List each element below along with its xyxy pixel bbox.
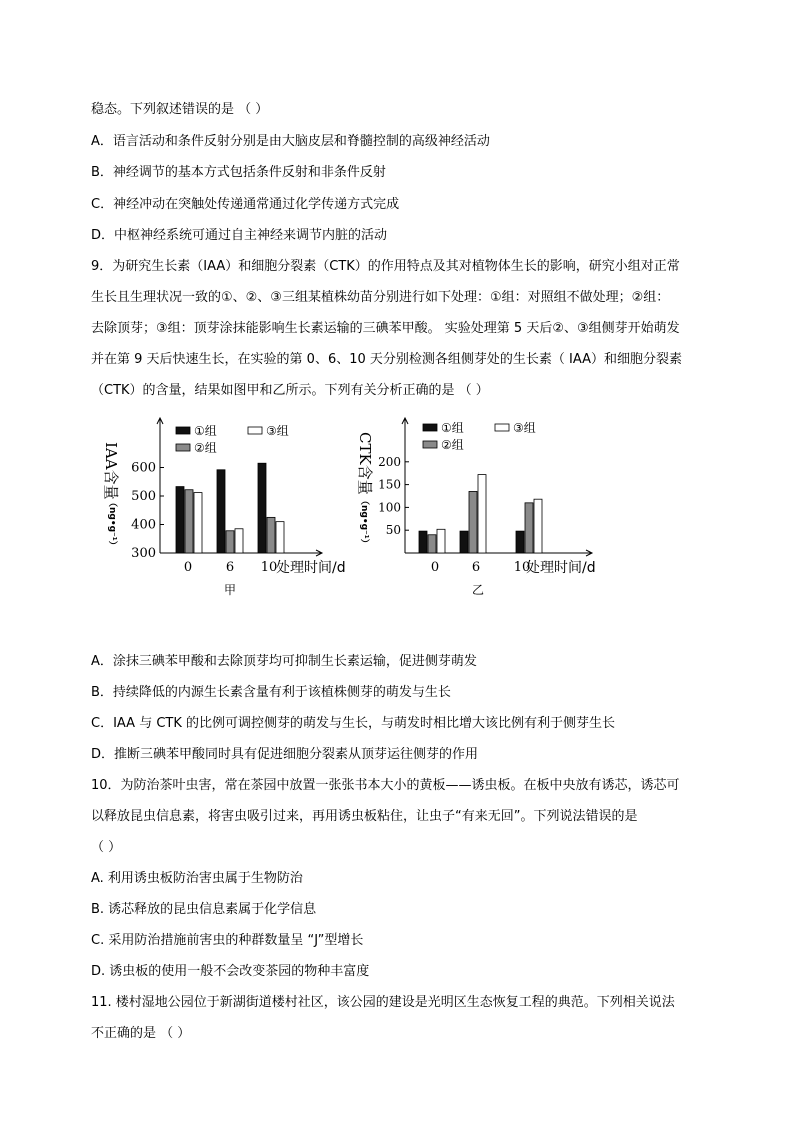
q9-option-c: C．IAA 与 CTK 的比例可调控侧芽的萌发与生长，与萌发时相比增大该比例有利于侧芽生长 <box>91 716 615 731</box>
q11-stem-1: 11. 楼村湿地公园位于新湖街道楼村社区，该公园的建设是光明区生态恢复工程的典范。下列相关说法 <box>91 995 675 1010</box>
bar <box>235 529 243 553</box>
q9-stem-1: 9．为研究生长素（IAA）和细胞分裂素（CTK）的作用特点及其对植物体生长的影响，研究小组对正常 <box>91 259 680 274</box>
q10-option-a: A. 利用诱虫板防治害虫属于生物防治 <box>91 871 303 886</box>
bar <box>217 470 225 553</box>
x-tick-label: 0 <box>183 560 193 575</box>
bar <box>469 491 477 553</box>
chart-caption: 甲 <box>223 583 237 597</box>
option-d: D．中枢神经系统可通过自主神经来调节内脏的活动 <box>91 228 388 243</box>
q10-stem-2: 以释放昆虫信息素，将害虫吸引过来，再用诱虫板粘住，让虫子“有来无回”。下列说法错误的是 <box>91 809 638 824</box>
y-tick-label: 100 <box>378 500 401 515</box>
y-tick-label: 150 <box>378 477 401 492</box>
q11-stem-2: 不正确的是 （ ） <box>91 1026 191 1041</box>
q10-stem-3: （ ） <box>91 840 122 855</box>
y-axis-unit: （ng•g⁻¹） <box>359 496 369 548</box>
option-a: A．语言活动和条件反射分别是由大脑皮层和脊髓控制的高级神经活动 <box>91 134 490 149</box>
q9-option-a: A．涂抹三碘苯甲酸和去除顶芽均可抑制生长素运输，促进侧芽萌发 <box>91 654 477 669</box>
y-axis-label: IAA含量 <box>102 442 120 500</box>
q9-stem-4: 并在第 9 天后快速生长，在实验的第 0、6、10 天分别检测各组侧芽处的生长素（ IAA）和细胞分裂素 <box>91 352 682 367</box>
x-tick-label: 0 <box>430 560 440 575</box>
q9-stem-3: 去除顶芽；③组：顶芽涂抹能影响生长素运输的三碘苯甲酸。 实验处理第 5 天后②、③组侧芽开始萌发 <box>91 321 680 336</box>
bar <box>419 531 427 553</box>
legend-label: ②组 <box>194 441 217 455</box>
y-tick-label: 300 <box>131 546 156 561</box>
bar <box>428 535 436 553</box>
legend-swatch <box>176 427 190 434</box>
x-tick-label: 6 <box>471 560 481 575</box>
bar <box>185 490 193 553</box>
bar <box>516 531 524 553</box>
option-c: C．神经冲动在突触处传递通常通过化学传递方式完成 <box>91 197 400 212</box>
y-tick-label: 200 <box>378 454 401 469</box>
option-b: B．神经调节的基本方式包括条件反射和非条件反射 <box>91 165 386 180</box>
bar <box>437 529 445 553</box>
bar <box>258 463 266 553</box>
line-stem-end: 稳态。下列叙述错误的是 （ ） <box>91 102 269 117</box>
bar <box>276 522 284 553</box>
x-tick-label: 10 <box>513 560 531 575</box>
bar <box>226 531 234 553</box>
y-tick-label: 500 <box>131 489 156 504</box>
legend-label: ③组 <box>266 424 289 438</box>
bar <box>176 487 184 553</box>
bar <box>478 475 486 553</box>
y-axis-label: CTK含量 <box>356 432 374 495</box>
legend-label: ①组 <box>194 424 217 438</box>
legend-swatch <box>423 424 437 431</box>
q10-option-c: C. 采用防治措施前害虫的种群数量呈 “J”型增长 <box>91 933 364 948</box>
q9-option-d: D．推断三碘苯甲酸同时具有促进细胞分裂素从顶芽运往侧芽的作用 <box>91 747 479 762</box>
x-tick-label: 10 <box>260 560 278 575</box>
y-tick-label: 600 <box>131 460 156 476</box>
x-axis-label: 处理时间/d <box>276 560 346 576</box>
q9-stem-2: 生长且生理状况一致的①、②、③三组某植株幼苗分别进行如下处理：①组：对照组不做处理；②组： <box>91 290 670 305</box>
chart-ctk <box>352 410 622 605</box>
y-tick-label: 400 <box>131 517 156 533</box>
x-axis-label: 处理时间/d <box>526 560 596 576</box>
y-tick-label: 50 <box>385 523 401 538</box>
bar <box>460 531 468 553</box>
chart-iaa <box>100 410 360 605</box>
legend-label: ②组 <box>441 438 464 452</box>
bar <box>194 493 202 553</box>
bar <box>534 499 542 553</box>
y-axis-unit: （ng•g⁻¹） <box>107 498 117 550</box>
legend-swatch <box>423 441 437 448</box>
bar <box>525 503 533 553</box>
q9-option-b: B．持续降低的内源生长素含量有利于该植株侧芽的萌发与生长 <box>91 685 451 700</box>
bar <box>267 517 275 553</box>
legend-label: ③组 <box>513 421 536 435</box>
legend-swatch <box>495 424 509 431</box>
legend-swatch <box>248 427 262 434</box>
legend-label: ①组 <box>441 421 464 435</box>
q10-option-b: B. 诱芯释放的昆虫信息素属于化学信息 <box>91 902 317 917</box>
q9-stem-5: （CTK）的含量，结果如图甲和乙所示。下列有关分析正确的是 （ ） <box>91 383 489 398</box>
x-tick-label: 6 <box>225 560 235 575</box>
q10-stem-1: 10．为防治茶叶虫害，常在茶园中放置一张张书本大小的黄板——诱虫板。在板中央放有诱芯，诱芯可 <box>91 778 680 793</box>
chart-caption: 乙 <box>471 583 485 597</box>
legend-swatch <box>176 444 190 451</box>
q10-option-d: D. 诱虫板的使用一般不会改变茶园的物种丰富度 <box>91 964 370 979</box>
